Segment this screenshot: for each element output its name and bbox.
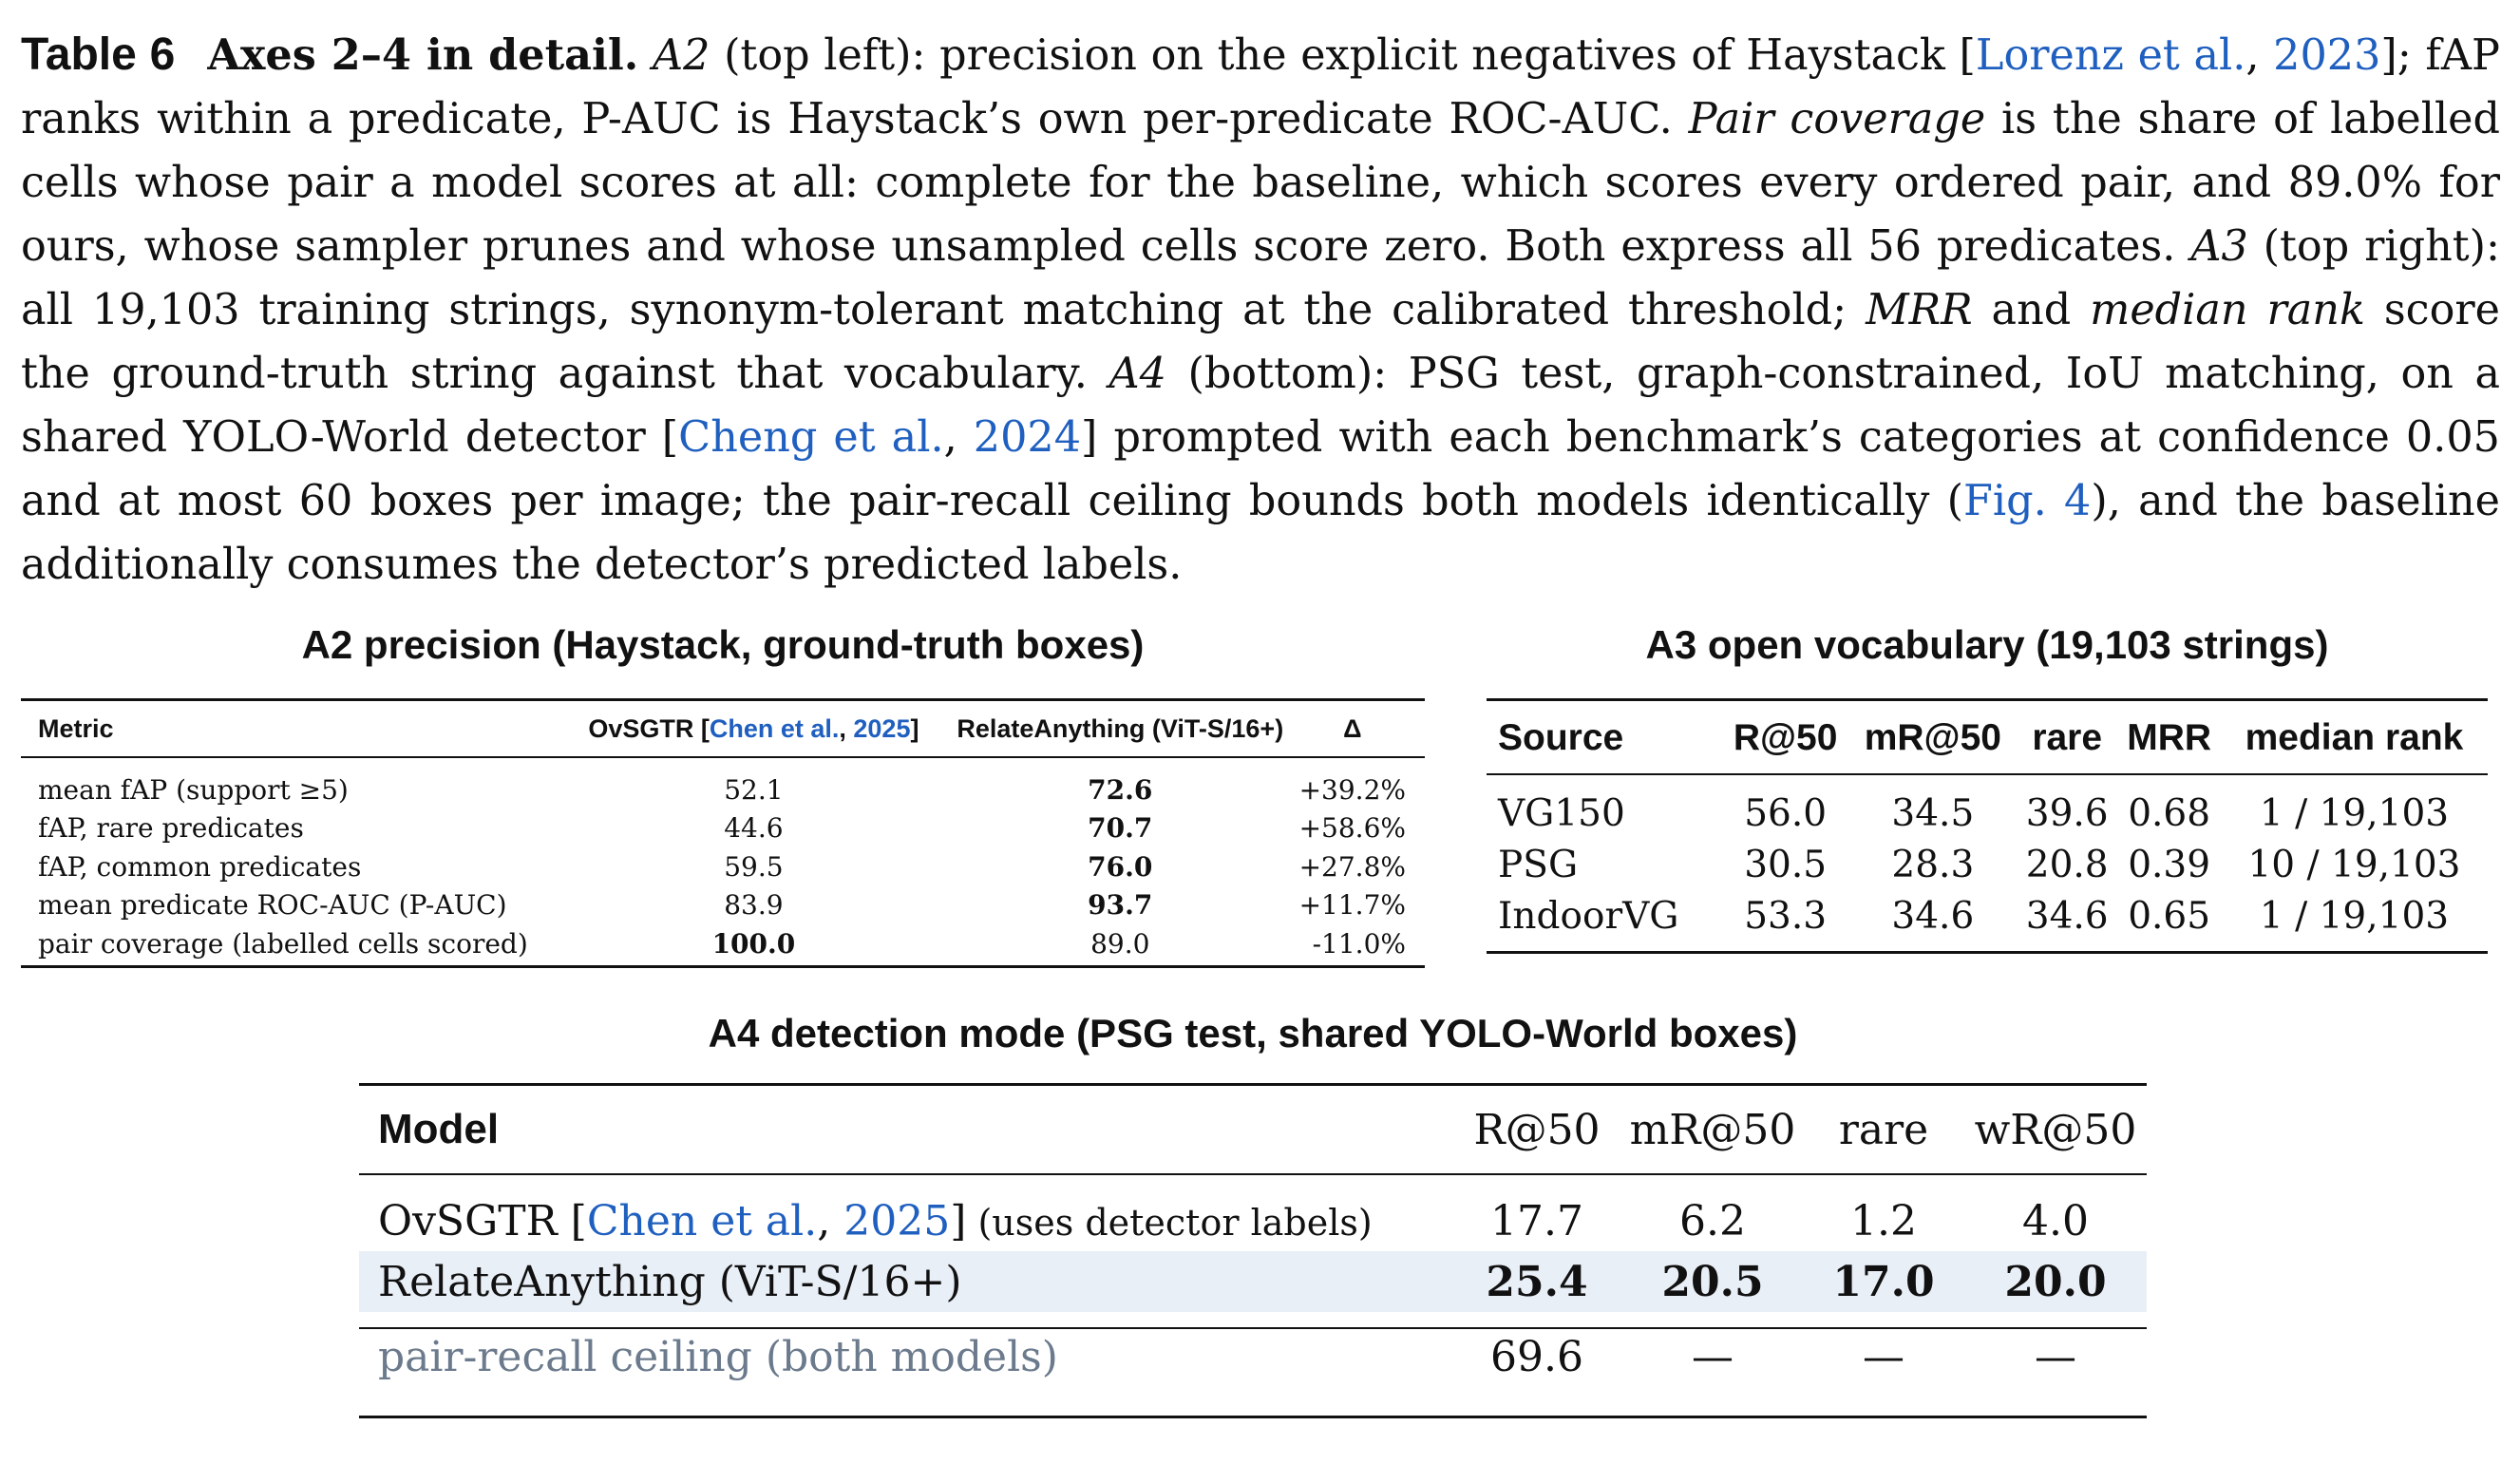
figure-link[interactable]: Fig. 4	[1963, 477, 2092, 525]
caption-text: is the share of labelled cells whose pair a model scores at all: complete for the baseline, which scores every ordered pair, and 89.0% for ours, whose sampler prunes and whose unsampled cells score zero. Both express all 56 predicates.	[21, 95, 2501, 271]
model-note: (uses detector labels)	[966, 1201, 1373, 1244]
model-name: ,	[817, 1196, 844, 1245]
table-row	[21, 809, 1425, 848]
a4-bottom-rule	[359, 1416, 2147, 1418]
table-row-ovsgtr	[359, 1173, 2147, 1251]
a3-top-rule	[1487, 698, 2488, 701]
a2-precision-table	[21, 700, 1425, 971]
metric-cell: mean predicate ROC-AUC (P-AUC)	[38, 889, 507, 922]
rare-value: 20.8	[2025, 843, 2109, 886]
citation-year-lorenz[interactable]: 2023	[2273, 31, 2381, 80]
rare-value: —	[1863, 1332, 1904, 1381]
a3-table-title: A3 open vocabulary (19,103 strings)	[1645, 622, 2329, 667]
citation-link-cheng[interactable]: Cheng et al.	[678, 413, 944, 462]
median-rank-value: 1 / 19,103	[2259, 791, 2450, 835]
r50-value: 30.5	[1744, 843, 1828, 886]
r50-value: 53.3	[1744, 894, 1828, 938]
ovsgtr-value: 83.9	[724, 889, 784, 922]
metric-cell: pair coverage (labelled cells scored)	[38, 927, 528, 960]
citation-year-chen[interactable]: 2025	[853, 713, 911, 743]
table-header-row	[1487, 702, 2488, 774]
delta-value: +27.8%	[1298, 850, 1406, 883]
model-name: ]	[950, 1196, 967, 1245]
table-row-ceiling	[359, 1312, 2147, 1401]
delta-value: +39.2%	[1298, 773, 1406, 806]
r50-value: 69.6	[1490, 1332, 1583, 1381]
wr50-value: 4.0	[2022, 1196, 2089, 1245]
mrr-value: 0.65	[2128, 894, 2211, 938]
table-row	[21, 886, 1425, 925]
col-header-mr50: mR@50	[1864, 717, 2001, 758]
table-row	[21, 847, 1425, 886]
table-row	[1487, 890, 2488, 941]
relate-value: 70.7	[1088, 812, 1153, 845]
a4-mid-rule	[359, 1173, 2147, 1175]
delta-value: +11.7%	[1298, 889, 1406, 922]
citation-link-lorenz[interactable]: Lorenz et al.	[1975, 31, 2246, 80]
mr50-value: 6.2	[1679, 1196, 1746, 1245]
mr50-value: 28.3	[1891, 843, 1975, 886]
a4-table-title: A4 detection mode (PSG test, shared YOLO-World boxes)	[708, 1011, 1798, 1055]
col-header-ovsgtr	[566, 700, 941, 757]
table-header-row	[21, 700, 1425, 757]
mr50-value: 20.5	[1622, 1251, 1803, 1312]
caption-text: (top left): precision on the explicit negatives of Haystack [	[710, 31, 1976, 80]
col-header-relateanything: RelateAnything (ViT-S/16+)	[957, 713, 1284, 743]
median-rank-value: 10 / 19,103	[2247, 843, 2461, 886]
model-cell	[359, 1173, 1451, 1251]
wr50-value: 20.0	[1964, 1251, 2147, 1312]
table-number: Table 6	[21, 29, 176, 80]
metric-cell: mean fAP (support ≥5)	[38, 773, 349, 806]
citation-year-cheng[interactable]: 2024	[973, 413, 1082, 462]
ovsgtr-value: 44.6	[724, 812, 784, 845]
caption-text: ] prompted with each benchmark’s categories at confidence 0.05 and at most 60 boxes per image; the pair-recall ceiling bounds both models identically (	[21, 413, 2500, 525]
source-cell: PSG	[1498, 843, 1579, 886]
table-row	[1487, 839, 2488, 890]
col-header-median-rank: median rank	[2245, 717, 2464, 758]
delta-value: +58.6%	[1298, 812, 1406, 845]
a2-tag: A2	[652, 31, 711, 80]
mrr-value: 0.68	[2128, 791, 2211, 835]
citation-year-chen[interactable]: 2025	[843, 1196, 951, 1245]
a2-table-title: A2 precision (Haystack, ground-truth boxes)	[301, 622, 1145, 667]
metric-cell: fAP, rare predicates	[38, 812, 304, 845]
table-header-row	[359, 1086, 2147, 1173]
ovsgtr-value: 52.1	[724, 773, 784, 806]
rare-value: 17.0	[1803, 1251, 1964, 1312]
a2-bottom-rule	[21, 965, 1425, 968]
col-header-r50: R@50	[1733, 717, 1838, 758]
caption-text: score the ground-truth string against that vocabulary.	[21, 286, 2500, 398]
median-rank-term: median rank	[2090, 286, 2365, 334]
a4-detection-table	[359, 1086, 2147, 1401]
citation-link-chen[interactable]: Chen et al.	[586, 1196, 818, 1245]
a3-mid-rule	[1487, 773, 2488, 775]
table-caption	[21, 23, 2500, 597]
relate-value: 76.0	[1088, 850, 1153, 883]
r50-value: 17.7	[1490, 1196, 1583, 1245]
rare-value: 1.2	[1850, 1196, 1917, 1245]
rare-value: 39.6	[2025, 791, 2109, 835]
relate-value: 89.0	[1090, 927, 1150, 960]
caption-text: ,	[2245, 31, 2274, 80]
col-header-rare: rare	[2032, 717, 2103, 758]
mr50-value: 34.6	[1891, 894, 1975, 938]
source-cell: VG150	[1498, 791, 1625, 835]
col-header-wr50: wR@50	[1974, 1105, 2137, 1154]
a3-bottom-rule	[1487, 951, 2488, 954]
a3-tag: A3	[2190, 222, 2248, 271]
table-row	[1487, 774, 2488, 839]
col-header-r50: R@50	[1473, 1105, 1601, 1154]
mrr-term: MRR	[1866, 286, 1973, 334]
caption-text: (bottom): PSG test, graph-constrained, IoU matching, on a shared YOLO-World detector [	[21, 350, 2500, 462]
a3-open-vocabulary-table	[1487, 702, 2488, 941]
a4-ceiling-rule	[359, 1327, 2147, 1329]
header-text: ,	[839, 713, 854, 743]
col-header-mrr: MRR	[2127, 717, 2212, 758]
a2-mid-rule	[21, 756, 1425, 758]
header-text: OvSGTR [	[588, 713, 710, 743]
citation-link-chen[interactable]: Chen et al.	[709, 713, 840, 743]
table-row	[21, 924, 1425, 971]
header-text: ]	[910, 713, 919, 743]
relate-value: 72.6	[1088, 773, 1153, 806]
a4-tag: A4	[1108, 350, 1166, 398]
relate-value: 93.7	[1088, 889, 1153, 922]
model-name: OvSGTR [	[378, 1196, 587, 1245]
mr50-value: —	[1692, 1332, 1734, 1381]
col-header-delta: Δ	[1343, 713, 1362, 743]
ovsgtr-value: 59.5	[724, 850, 784, 883]
ovsgtr-value: 100.0	[711, 927, 796, 960]
r50-value: 25.4	[1451, 1251, 1622, 1312]
rare-value: 34.6	[2025, 894, 2109, 938]
col-header-metric: Metric	[38, 713, 114, 743]
median-rank-value: 1 / 19,103	[2259, 894, 2450, 938]
table-row	[21, 757, 1425, 809]
wr50-value: —	[2035, 1332, 2076, 1381]
caption-text: ]; fAP ranks within a predicate, P-AUC is Haystack’s own per-predicate ROC-AUC.	[21, 31, 2500, 143]
metric-cell: fAP, common predicates	[38, 850, 362, 883]
col-header-mr50: mR@50	[1629, 1105, 1796, 1154]
model-cell: RelateAnything (ViT-S/16+)	[359, 1251, 1451, 1312]
caption-text: (top right): all 19,103 training strings, synonym-tolerant matching at the calibrated threshold;	[21, 222, 2500, 334]
delta-value: -11.0%	[1312, 927, 1406, 960]
r50-value: 56.0	[1744, 791, 1828, 835]
ceiling-label: pair-recall ceiling (both models)	[378, 1332, 1058, 1381]
col-header-model: Model	[378, 1106, 500, 1152]
col-header-rare: rare	[1838, 1105, 1929, 1154]
col-header-source: Source	[1498, 717, 1624, 758]
mrr-value: 0.39	[2128, 843, 2211, 886]
pair-coverage-term: Pair coverage	[1688, 95, 1986, 143]
caption-text: ), and the baseline additionally consumes the detector’s predicted labels.	[21, 477, 2500, 589]
mr50-value: 34.5	[1891, 791, 1975, 835]
source-cell: IndoorVG	[1498, 894, 1679, 938]
caption-text: and	[1972, 286, 2091, 334]
table-row-relateanything	[359, 1251, 2147, 1312]
table-title: Axes 2–4 in detail.	[207, 30, 639, 80]
caption-text: ,	[943, 413, 974, 462]
